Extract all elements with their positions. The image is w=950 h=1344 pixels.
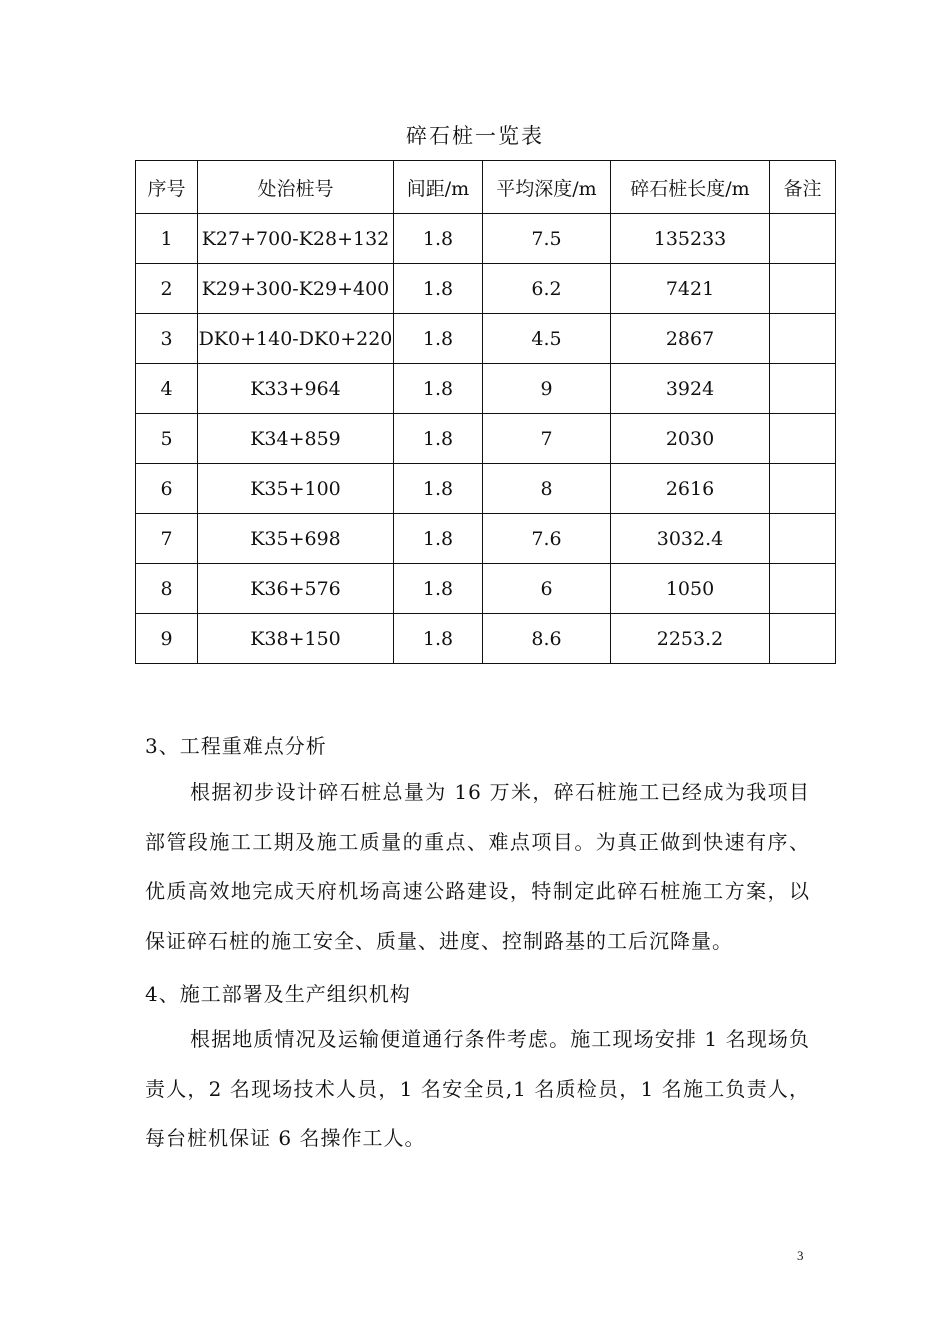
cell-remarks [770, 564, 836, 614]
table-row [136, 314, 836, 364]
cell-avg-depth: 4.5 [483, 314, 611, 364]
section-4-paragraph: 根据地质情况及运输便道通行条件考虑。施工现场安排 1 名现场负责人，2 名现场技术人员，1 名安全员,1 名质检员，1 名施工负责人，每台桩机保证 6 名操作工人。 [145, 1027, 810, 1150]
cell-spacing: 1.8 [394, 264, 483, 314]
cell-index: 1 [136, 214, 198, 264]
section-4-heading: 4、施工部署及生产组织机构 [145, 982, 411, 1006]
cell-remarks [770, 364, 836, 414]
cell-avg-depth: 8 [483, 464, 611, 514]
cell-pile-length: 3924 [611, 364, 770, 414]
cell-spacing: 1.8 [394, 364, 483, 414]
cell-spacing: 1.8 [394, 464, 483, 514]
cell-station: K35+698 [198, 514, 394, 564]
cell-avg-depth: 9 [483, 364, 611, 414]
cell-spacing: 1.8 [394, 314, 483, 364]
cell-avg-depth: 6.2 [483, 264, 611, 314]
cell-pile-length: 135233 [611, 214, 770, 264]
cell-station: K35+100 [198, 464, 394, 514]
cell-station: K38+150 [198, 614, 394, 664]
cell-station: K36+576 [198, 564, 394, 614]
cell-pile-length: 2030 [611, 414, 770, 464]
cell-station: K34+859 [198, 414, 394, 464]
table-row [136, 214, 836, 264]
header-cell-spacing: 间距/m [394, 161, 483, 214]
cell-avg-depth: 6 [483, 564, 611, 614]
cell-station: K27+700-K28+132 [198, 214, 394, 264]
cell-spacing: 1.8 [394, 614, 483, 664]
cell-remarks [770, 614, 836, 664]
cell-remarks [770, 464, 836, 514]
header-cell-index: 序号 [136, 161, 198, 214]
cell-avg-depth: 7.6 [483, 514, 611, 564]
cell-index: 6 [136, 464, 198, 514]
cell-spacing: 1.8 [394, 214, 483, 264]
section-3-paragraph: 根据初步设计碎石桩总量为 16 万米，碎石桩施工已经成为我项目部管段施工工期及施工质量的重点、难点项目。为真正做到快速有序、优质高效地完成天府机场高速公路建设，特制定此碎石桩施工方案，以保证碎石桩的施工安全、质量、进度、控制路基的工后沉降量。 [145, 780, 810, 953]
table-row [136, 514, 836, 564]
table-row [136, 564, 836, 614]
cell-remarks [770, 214, 836, 264]
cell-station: K29+300-K29+400 [198, 264, 394, 314]
header-cell-remarks: 备注 [770, 161, 836, 214]
table-row [136, 264, 836, 314]
header-cell-pile-length: 碎石桩长度/m [611, 161, 770, 214]
cell-spacing: 1.8 [394, 414, 483, 464]
table-row [136, 364, 836, 414]
cell-spacing: 1.8 [394, 514, 483, 564]
cell-index: 4 [136, 364, 198, 414]
cell-spacing: 1.8 [394, 564, 483, 614]
cell-index: 5 [136, 414, 198, 464]
cell-pile-length: 7421 [611, 264, 770, 314]
cell-index: 8 [136, 564, 198, 614]
cell-remarks [770, 314, 836, 364]
page-number: 3 [797, 1248, 804, 1263]
cell-remarks [770, 264, 836, 314]
header-cell-station: 处治桩号 [198, 161, 394, 214]
cell-pile-length: 2253.2 [611, 614, 770, 664]
gravel-pile-table [135, 160, 836, 664]
table-title: 碎石桩一览表 [406, 124, 544, 148]
cell-index: 3 [136, 314, 198, 364]
cell-index: 2 [136, 264, 198, 314]
table-header-row [136, 161, 836, 214]
cell-pile-length: 2867 [611, 314, 770, 364]
cell-pile-length: 2616 [611, 464, 770, 514]
table-row [136, 414, 836, 464]
cell-index: 7 [136, 514, 198, 564]
cell-pile-length: 3032.4 [611, 514, 770, 564]
cell-remarks [770, 414, 836, 464]
header-cell-avg-depth: 平均深度/m [483, 161, 611, 214]
table-row [136, 614, 836, 664]
cell-index: 9 [136, 614, 198, 664]
cell-avg-depth: 8.6 [483, 614, 611, 664]
cell-station: K33+964 [198, 364, 394, 414]
section-3-heading: 3、工程重难点分析 [145, 734, 327, 758]
cell-avg-depth: 7.5 [483, 214, 611, 264]
cell-remarks [770, 514, 836, 564]
cell-avg-depth: 7 [483, 414, 611, 464]
cell-pile-length: 1050 [611, 564, 770, 614]
table-row [136, 464, 836, 514]
cell-station: DK0+140-DK0+220 [198, 314, 394, 364]
